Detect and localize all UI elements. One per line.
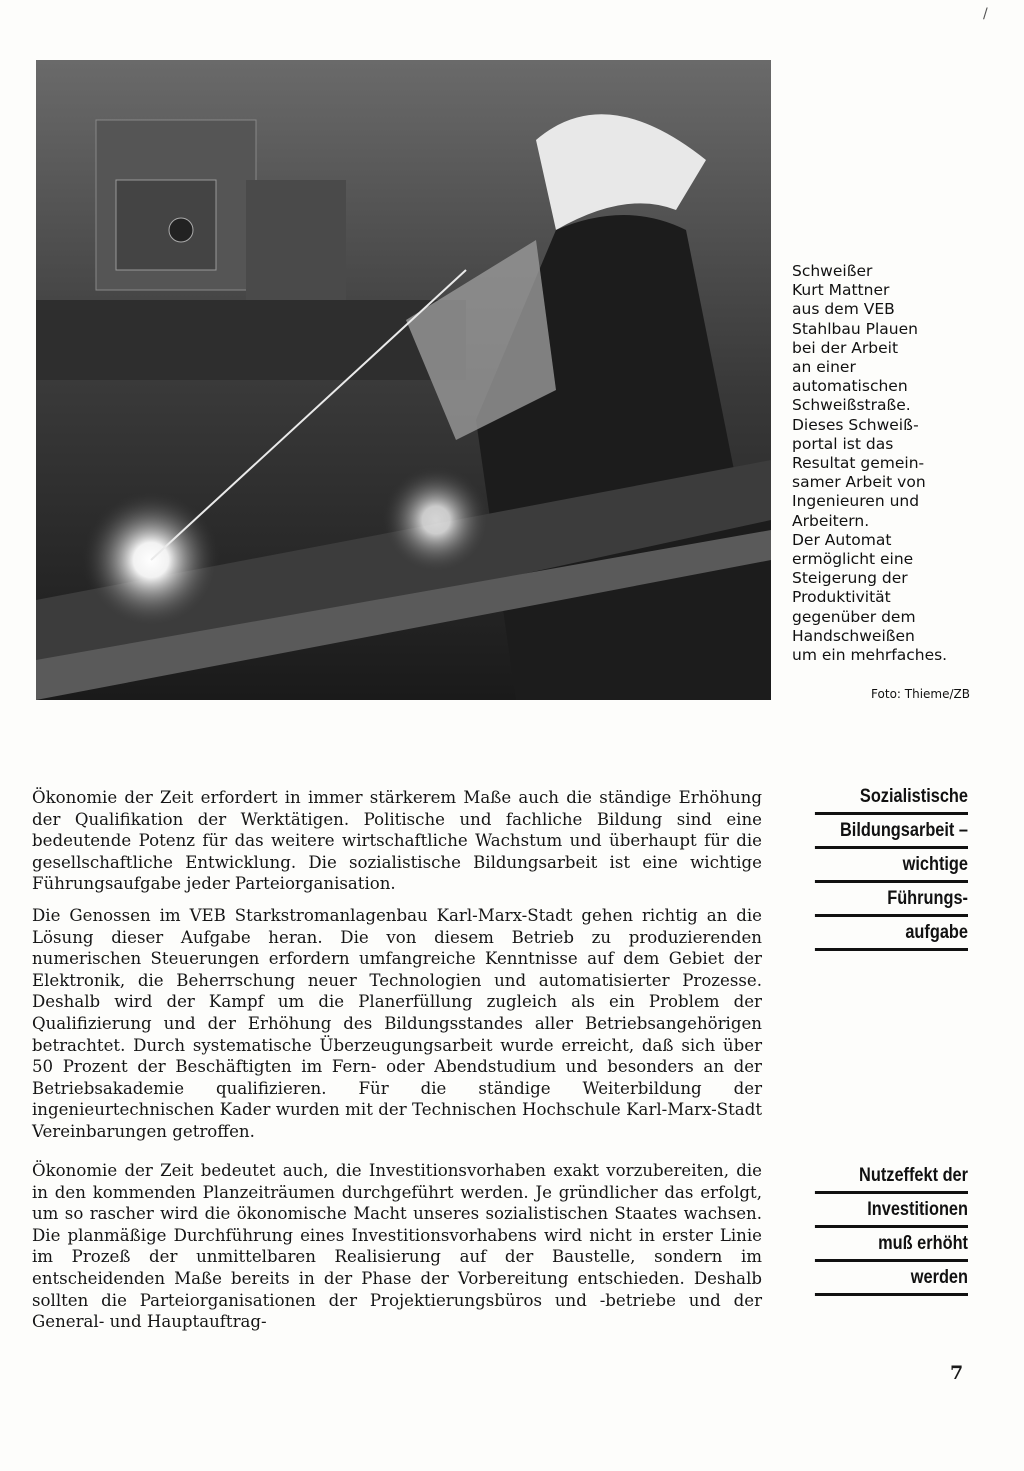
side-heading-line: Nutzeffekt der bbox=[815, 1160, 968, 1194]
welder-photo bbox=[36, 60, 771, 700]
side-heading-line: Sozialistische bbox=[815, 781, 968, 815]
side-heading-education bbox=[790, 781, 968, 951]
side-heading-line: aufgabe bbox=[815, 917, 968, 951]
side-heading-line: Führungs- bbox=[815, 883, 968, 917]
paragraph-2: Die Genossen im VEB Starkstromanlagenbau Karl-Marx-Stadt gehen richtig an die Lösung dieser Aufgabe heran. Die von diesem Betrieb zu produzierenden numerischen Steuerungen erfordern umfangreiche Kenntnisse auf dem Gebiet der Elektronik, die Beherrschung neuer Technologien und automatisierter Prozesse. Deshalb wird der Kampf um die Planerfüllung zugleich als ein Problem der Qualifizierung und der Erhöhung des Bildungsstandes aller Betriebsangehörigen betrachtet. Durch systematische Überzeugungsarbeit wurde erreicht, daß sich über 50 Prozent der Beschäftigten im Fern- oder Abendstudium und besonders an der Betriebsakademie qualifizieren. Für die ständige Weiterbildung der ingenieurtechnischen Kader wurden mit der Technischen Hochschule Karl-Marx-Stadt Vereinbarungen getroffen. bbox=[32, 906, 762, 1141]
paragraph-1: Ökonomie der Zeit erfordert in immer stärkerem Maße auch die ständige Erhöhung der Qualifikation der Werktätigen. Politische und fachliche Bildung sind eine bedeutende Potenz für das weitere wirtschaftliche Wachstum und überhaupt für die gesellschaftliche Entwicklung. Die sozialistische Bildungsarbeit ist eine wichtige Führungsaufgabe jeder Parteiorganisation. bbox=[32, 788, 762, 894]
side-heading-line: wichtige bbox=[815, 849, 968, 883]
welder-photo-illustration bbox=[36, 60, 771, 700]
paragraph-3: Ökonomie der Zeit bedeutet auch, die Investitionsvorhaben exakt vorzubereiten, die in den kommenden Planzeiträumen durchgeführt werden. Je gründlicher das erfolgt, um so rascher wird die ökonomische Macht unseres sozialistischen Staates wachsen. Die planmäßige Durchführung eines Investitionsvorhabens wird nicht in erster Linie im Prozeß der unmittelbaren Realisierung auf der Baustelle, sondern im entscheidenden Maße bereits in der Phase der Vorbereitung entschieden. Deshalb sollten die Parteiorganisationen der Projektierungsbüros und -betriebe und der General- und Hauptauftrag- bbox=[32, 1161, 762, 1332]
photo-credit: Foto: Thieme/ZB bbox=[871, 687, 970, 701]
side-heading-line: Bildungsarbeit – bbox=[815, 815, 968, 849]
photo-caption: Schweißer Kurt Mattner aus dem VEB Stahlbau Plauen bei der Arbeit an einer automatischen Schweißstraße. Dieses Schweiß- portal ist das Resultat gemein- samer Arbeit von Ingenieuren und Arbeitern. Der Automat ermöglicht eine Steigerung der Produktivität gegenüber dem Handschweißen um ein mehrfaches. bbox=[792, 262, 948, 665]
side-heading-line: werden bbox=[815, 1262, 968, 1296]
page-number: 7 bbox=[950, 1362, 964, 1384]
side-heading-line: Investitionen bbox=[815, 1194, 968, 1228]
corner-pen-mark: / bbox=[983, 6, 988, 22]
side-heading-investment bbox=[790, 1160, 968, 1296]
side-heading-line: muß erhöht bbox=[815, 1228, 968, 1262]
